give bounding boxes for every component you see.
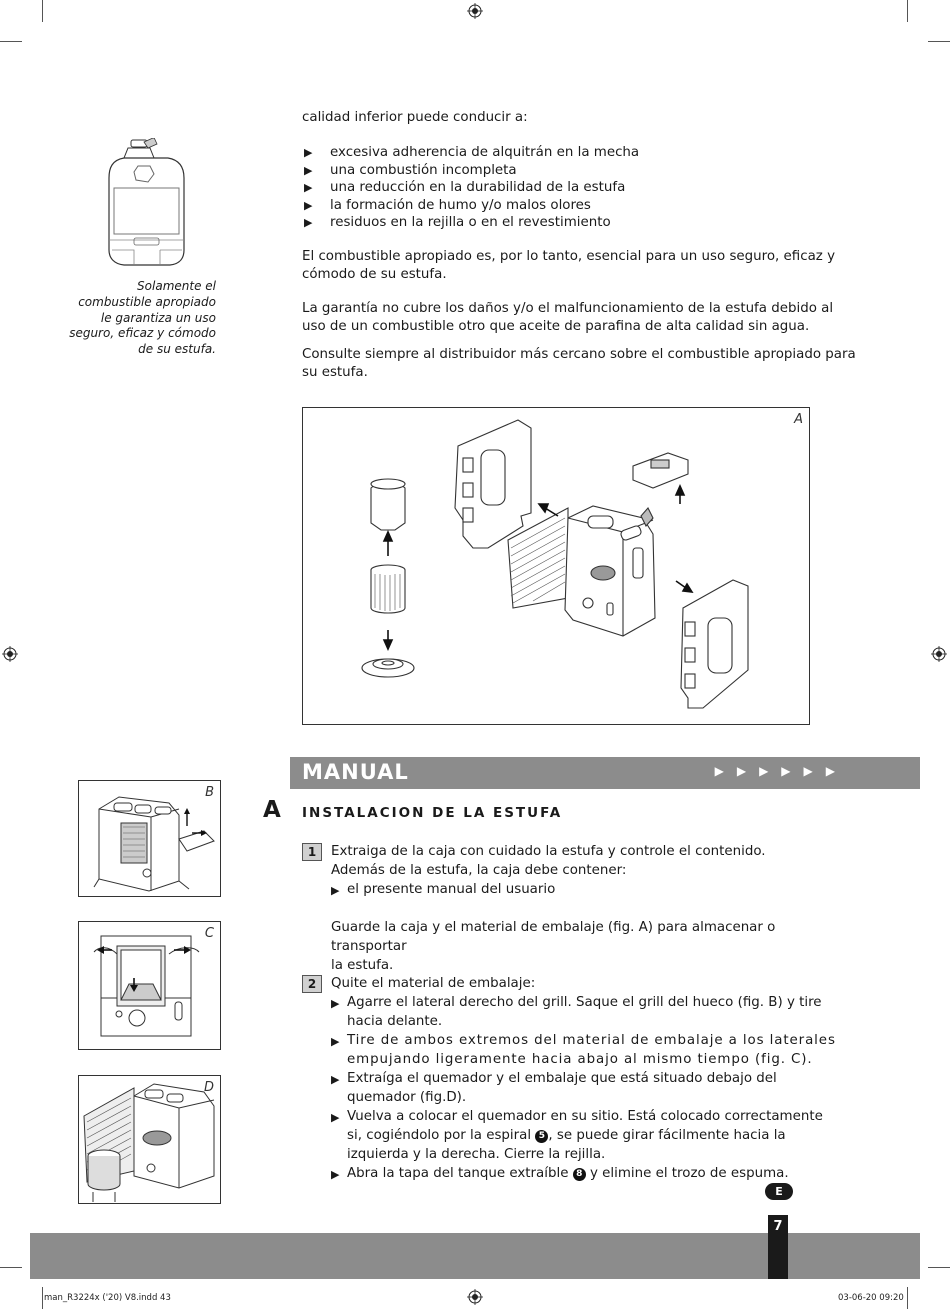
list-item: ▶ una combustión incompleta: [302, 162, 842, 180]
step-2: Quite el material de embalaje: ▶ Agarre el lateral derecho del grill. Saque el grill del hueco (fig. B) y tire hacia delante. ▶ Tire de ambos extremos del material de embalaje a los laterales empujando ligeramente hacia abajo al mismo tiempo (fig. C). ▶ Extraíga el quemador y el embalaje que está situado debajo del quemador (fig.D). ▶ Vuelva a colocar el quemador en su sitio. Está colocado correctamente si, cogiéndolo por la espiral 5 , se puede girar fácilmente hacia la izquierda y la derecha. Cierre la rejilla. ▶ Abra la tapa del tanque extraíble 8 y elimine el trozo de espuma.: [331, 974, 836, 1183]
figure-b-label: B: [205, 785, 214, 800]
intro-bullet-list: [302, 144, 842, 232]
list-item: ▶ residuos en la rejilla o en el revestimiento: [302, 214, 842, 232]
figure-a-label: A: [794, 412, 803, 427]
heater-exploded-view-illustration: [303, 408, 809, 724]
slug-date-time: 03-06-20 09:20: [838, 1293, 904, 1303]
section-banner: [290, 757, 920, 789]
fuel-container-icon: [104, 138, 190, 270]
step-2-sub-4: ▶ Vuelva a colocar el quemador en su sitio. Está colocado correctamente si, cogiéndolo por la espiral 5 , se puede girar fácilmente hacia la izquierda y la derecha. Cierre la rejilla.: [331, 1107, 836, 1164]
figure-a: [302, 407, 810, 725]
part-number-8-icon: 8: [573, 1168, 586, 1181]
packaging-removal-illustration: [79, 922, 220, 1049]
step-1: Extraiga de la caja con cuidado la estufa y controle el contenido. Además de la estufa, la caja debe contener: ▶ el presente manual del usuario Guarde la caja y el material de embalaje (fig. A) para almacenar o transportar la estufa.: [331, 842, 836, 975]
sidebar-caption: Solamente el combustible apropiado le garantiza un uso seguro, eficaz y cómodo de su estufa.: [69, 279, 216, 357]
banner-arrows: ▶▶▶▶▶▶: [714, 764, 848, 778]
registration-mark-icon: [467, 1289, 483, 1305]
figure-c-label: C: [204, 926, 214, 941]
intro-paragraph-3: Consulte siempre al distribuidor más cercano sobre el combustible apropiado para su estufa.: [302, 347, 856, 380]
step-2-sub-5: ▶ Abra la tapa del tanque extraíble 8 y elimine el trozo de espuma.: [331, 1164, 836, 1183]
banner-title: MANUAL: [302, 760, 409, 784]
list-item: ▶ una reducción en la durabilidad de la estufa: [302, 179, 842, 197]
registration-mark-icon: [931, 646, 947, 662]
list-item: ▶ la formación de humo y/o malos olores: [302, 197, 842, 215]
section-letter: A: [263, 797, 281, 823]
figure-d: [78, 1075, 221, 1204]
page-number: 7: [768, 1215, 788, 1279]
step-number-1: 1: [302, 843, 322, 861]
burner-removal-illustration: [79, 1076, 220, 1203]
part-number-5-icon: 5: [535, 1130, 548, 1143]
figure-c: [78, 921, 221, 1050]
intro-lead: calidad inferior puede conducir a:: [302, 110, 528, 125]
slug-file-name: man_R3224x ('20) V8.indd 43: [44, 1293, 171, 1303]
step-number-2: 2: [302, 975, 322, 993]
language-badge: E: [765, 1183, 793, 1200]
intro-paragraph-1: El combustible apropiado es, por lo tanto, esencial para un uso seguro, eficaz y cómodo de su estufa.: [302, 249, 836, 282]
registration-mark-icon: [2, 646, 18, 662]
list-item: ▶ excesiva adherencia de alquitrán en la mecha: [302, 144, 842, 162]
figure-d-label: D: [203, 1080, 214, 1095]
figure-b: [78, 780, 221, 897]
section-heading: INSTALACION DE LA ESTUFA: [302, 805, 563, 821]
intro-paragraph-2: La garantía no cubre los daños y/o el malfuncionamiento de la estufa debido al uso de un combustible otro que aceite de parafina de alta calidad sin agua.: [302, 301, 834, 334]
registration-mark-icon: [467, 3, 483, 19]
grill-removal-illustration: [79, 781, 220, 896]
